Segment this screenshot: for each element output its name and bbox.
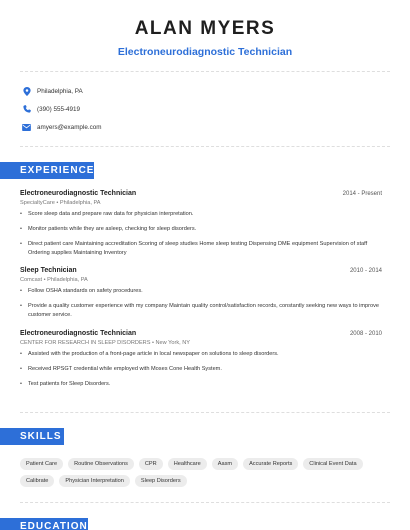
- candidate-name: ALAN MYERS: [134, 18, 276, 39]
- job-bullet: • Assisted with the production of a front-page article in local newspaper on solutions to sleep disorders.: [20, 350, 382, 359]
- job-bullets: [20, 210, 382, 258]
- job-title: Electroneurodiagnostic Technician: [20, 190, 137, 197]
- contact-location: [22, 82, 410, 100]
- contact-phone: [22, 100, 410, 118]
- job-bullet: • Direct patient care Maintaining accreditation Scoring of sleep studies Home sleep testing Dispensing DME equipment Supervision of staff Ordering supplies Maintaining Inventory: [20, 240, 382, 258]
- education-heading: EDUCATION: [0, 518, 88, 530]
- contact-divider: [20, 146, 390, 147]
- job-company: Comcast • Philadelphia, PA: [20, 277, 88, 283]
- job-bullet: • Score sleep data and prepare raw data for physician interpretation.: [20, 210, 382, 219]
- experience-divider: [20, 412, 390, 413]
- envelope-icon: [22, 123, 31, 132]
- phone-icon: [22, 105, 31, 114]
- job-bullets: [20, 350, 382, 389]
- job-title: Electroneurodiagnostic Technician: [20, 330, 137, 337]
- skills-heading: SKILLS: [0, 428, 64, 445]
- job-date: 2008 - 2010: [349, 331, 382, 337]
- job-title: Sleep Technician: [20, 267, 77, 274]
- skill-chip: Healthcare: [168, 458, 207, 470]
- job-entry: [20, 190, 382, 264]
- skill-chip: Physician Interpretation: [59, 475, 129, 487]
- location-text: Philadelphia, PA: [37, 87, 83, 95]
- job-bullet: • Monitor patients while they are asleep, checking for sleep disorders.: [20, 225, 382, 234]
- skills-divider: [20, 502, 390, 503]
- skill-chip: Patient Care: [20, 458, 63, 470]
- contact-list: [0, 72, 410, 136]
- skill-chip: Routine Observations: [68, 458, 134, 470]
- candidate-title: Electroneurodiagnostic Technician: [117, 46, 293, 58]
- contact-email: [22, 118, 410, 136]
- skill-chip: Aasm: [212, 458, 238, 470]
- job-bullet: • Test patients for Sleep Disorders.: [20, 380, 382, 389]
- skill-chip: Clinical Event Data: [303, 458, 362, 470]
- job-entry: [20, 267, 382, 326]
- skills-list: [20, 458, 390, 487]
- phone-text: (390) 555-4919: [37, 105, 81, 113]
- job-date: 2010 - 2014: [349, 268, 382, 274]
- job-date: 2014 - Present: [342, 191, 382, 197]
- job-bullet: • Received RPSGT credential while employed with Moses Cone Health System.: [20, 365, 382, 374]
- skill-chip: Accurate Reports: [243, 458, 298, 470]
- email-text: amyers@example.com: [37, 123, 102, 131]
- resume-header: [0, 0, 410, 59]
- job-entry: [20, 330, 382, 395]
- job-bullet: • Follow OSHA standards on safety procedures.: [20, 287, 382, 296]
- skill-chip: CPR: [139, 458, 163, 470]
- job-company: SpecialtyCare • Philadelphia, PA: [20, 200, 101, 206]
- job-company: CENTER FOR RESEARCH IN SLEEP DISORDERS • New York, NY: [20, 340, 191, 346]
- skill-chip: Sleep Disorders: [135, 475, 187, 487]
- job-bullets: [20, 287, 382, 320]
- experience-heading: EXPERIENCE: [0, 162, 94, 179]
- skill-chip: Calibrate: [20, 475, 54, 487]
- map-pin-icon: [22, 87, 31, 96]
- job-bullet: • Provide a quality customer experience with my company Maintain quality control/satisfaction records, constantly seeking new ways to improve customer service.: [20, 302, 382, 320]
